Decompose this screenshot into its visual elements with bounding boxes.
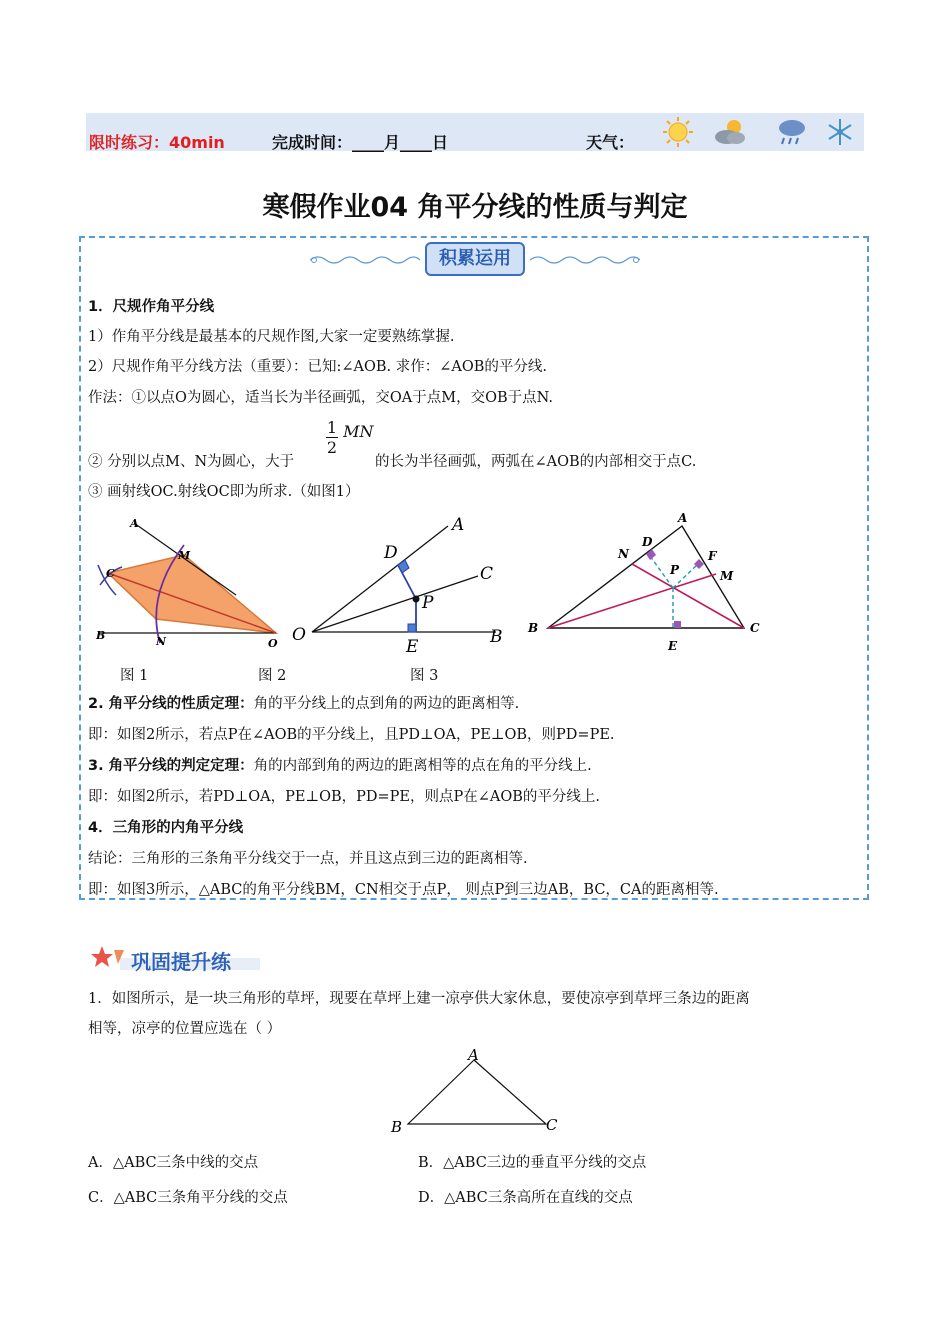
frac-numerator: 1 — [326, 418, 338, 437]
fig1-label-n: N — [156, 635, 167, 648]
theorem-body: 角的内部到角的两边的距离相等的点在角的平分线上. — [253, 758, 592, 774]
fig2-label-p: P — [422, 593, 434, 613]
text-line: 1）作角平分线是最基本的尺规作图,大家一定要熟练掌握. — [88, 329, 455, 345]
tri-label-b: B — [391, 1118, 403, 1136]
fraction-half-mn — [326, 418, 373, 457]
fig3-label-b: B — [528, 621, 539, 635]
text-line: ② 分别以点M、N为圆心，大于 — [88, 454, 295, 470]
text-line — [88, 756, 592, 776]
text-line: 结论：三角形的三条角平分线交于一点，并且这点到三边的距离相等. — [88, 851, 528, 867]
fig3-label-c: C — [750, 621, 760, 635]
fig2-label-o: O — [292, 625, 306, 645]
fig1-label-c: C — [106, 567, 115, 580]
text-line: 即：如图3所示，△ABC的角平分线BM，CN相交于点P， 则点P到三边AB，BC，CA的距离相等. — [88, 882, 719, 898]
fig3-caption: 图 3 — [410, 668, 439, 684]
fig2-label-d: D — [384, 543, 398, 563]
text-line: 2）尺规作角平分线方法（重要）：已知:∠AOB. 求作：∠AOB的平分线. — [88, 359, 548, 375]
section2-badge: 巩固提升练 — [131, 950, 231, 974]
time-limit: 限时练习：40min — [89, 133, 225, 152]
fig3-label-m: M — [720, 569, 734, 583]
completion-time: 完成时间：____月____日 — [272, 133, 449, 152]
figure-2 — [288, 512, 518, 662]
fig2-label-e: E — [406, 637, 419, 657]
section-badge: 积累运用 — [425, 242, 525, 276]
figure-1 — [88, 515, 288, 655]
question-text: 相等，凉亭的位置应选在（ ） — [88, 1021, 282, 1037]
tri-label-a: A — [468, 1046, 479, 1064]
snowflake-icon — [822, 116, 858, 148]
question-text: 1．如图所示，是一块三角形的草坪，现要在草坪上建一凉亭供大家休息，要使凉亭到草坪三条边的距离 — [88, 991, 750, 1007]
text-line — [88, 694, 519, 714]
rain-icon — [774, 116, 810, 148]
option-a[interactable]: A．△ABC三条中线的交点 — [88, 1155, 259, 1171]
figure-3 — [522, 508, 772, 658]
triangle-figure — [388, 1046, 568, 1138]
text-line: 即：如图2所示，若PD⊥OA，PE⊥OB，PD=PE，则点P在∠AOB的平分线上. — [88, 789, 601, 805]
tri-label-c: C — [546, 1116, 558, 1134]
fig2-label-a: A — [452, 515, 465, 535]
fig3-label-a: A — [678, 511, 688, 525]
fig1-label-a: A — [130, 517, 139, 530]
fig3-label-n: N — [618, 547, 629, 561]
text-line: 作法：①以点O为圆心，适当长为半径画弧，交OA于点M，交OB于点N. — [88, 390, 554, 406]
fig1-label-b: B — [96, 629, 106, 642]
sun-icon — [660, 116, 696, 148]
weather-label: 天气： — [586, 133, 635, 152]
fig1-label-m: M — [178, 549, 191, 562]
fig3-label-p: P — [670, 563, 680, 577]
fig2-label-b: B — [490, 627, 503, 647]
frac-denominator: 2 — [326, 438, 338, 457]
option-d[interactable]: D．△ABC三条高所在直线的交点 — [418, 1190, 633, 1206]
fig1-caption: 图 1 — [120, 668, 149, 684]
fig3-label-d: D — [642, 535, 653, 549]
fig3-label-f: F — [708, 549, 717, 563]
option-c[interactable]: C．△ABC三条角平分线的交点 — [88, 1190, 288, 1206]
text-line: 即：如图2所示，若点P在∠AOB的平分线上，且PD⊥OA，PE⊥OB，则PD=PE. — [88, 727, 615, 743]
option-b[interactable]: B．△ABC三边的垂直平分线的交点 — [418, 1155, 647, 1171]
partly-cloudy-icon — [712, 116, 748, 148]
page-title: 寒假作业04 角平分线的性质与判定 — [262, 192, 688, 223]
text-line: ③ 画射线OC.射线OC即为所求.（如图1） — [88, 484, 360, 500]
theorem-body: 角的平分线上的点到角的两边的距离相等. — [253, 696, 520, 712]
text-line: 4．三角形的内角平分线 — [88, 820, 244, 836]
text-line: 的长为半径画弧，两弧在∠AOB的内部相交于点C. — [375, 454, 697, 470]
frac-variable: MN — [343, 422, 374, 441]
theorem-title: 3. 角平分线的判定定理： — [88, 758, 254, 774]
text-line: 1．尺规作角平分线 — [88, 299, 215, 315]
fig2-caption: 图 2 — [258, 668, 287, 684]
theorem-title: 2. 角平分线的性质定理： — [88, 696, 254, 712]
fig1-label-o: O — [268, 637, 278, 650]
fig2-label-c: C — [480, 564, 494, 584]
fig3-label-e: E — [668, 639, 678, 653]
